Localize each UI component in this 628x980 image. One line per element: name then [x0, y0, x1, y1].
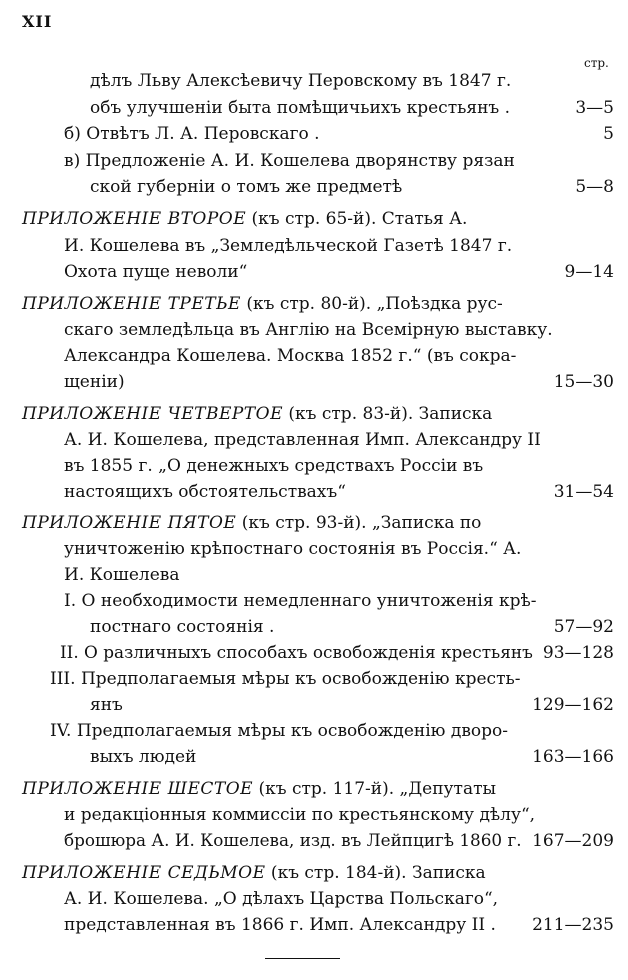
toc-line: IV. Предполагаемыя мѣры къ освобожденію дворо- — [50, 721, 508, 741]
appendix-heading: ПРИЛОЖЕНІЕ ЧЕТВЕРТОЕ — [22, 404, 283, 424]
toc-line: Александра Кошелева. Москва 1852 г.“ (въ сокра- — [64, 346, 517, 366]
toc-line: И. Кошелева въ „Земледѣльческой Газетѣ 1847 г. — [64, 236, 513, 256]
toc-line: ПРИЛОЖЕНІЕ ЧЕТВЕРТОЕ (къ стр. 83-й). Записка — [22, 404, 493, 424]
page-range: 167—209 — [532, 831, 614, 851]
page-range: 5—8 — [575, 177, 614, 197]
toc-line: I. О необходимости немедленнаго уничтоженія крѣ- — [64, 591, 537, 611]
toc-line: ПРИЛОЖЕНІЕ ШЕСТОЕ (къ стр. 117-й). „Депутаты — [22, 779, 497, 799]
toc-line: в) Предложеніе А. И. Кошелева дворянству рязан — [64, 151, 515, 171]
toc-line: представленная въ 1866 г. Имп. Александру II . 211—235 — [64, 915, 614, 935]
toc-line: А. И. Кошелева. „О дѣлахъ Царства Польскаго“, — [64, 889, 499, 909]
page-range: 31—54 — [553, 482, 614, 502]
toc-line: въ 1855 г. „О денежныхъ средствахъ Россіи въ — [64, 456, 484, 476]
page-range: 211—235 — [532, 915, 614, 935]
page-range: 163—166 — [532, 747, 614, 767]
appendix-heading: ПРИЛОЖЕНІЕ ТРЕТЬЕ — [22, 294, 241, 314]
toc-line: Охота пуще неволи“ 9—14 — [64, 262, 614, 282]
toc-line: янъ 129—162 — [90, 695, 614, 715]
toc-line: выхъ людей 163—166 — [90, 747, 614, 767]
page-range: 9—14 — [564, 262, 614, 282]
toc-line: ПРИЛОЖЕНІЕ ТРЕТЬЕ (къ стр. 80-й). „Поѣздка рус- — [22, 294, 503, 314]
toc-line: и редакціонныя коммиссіи по крестьянскому дѣлу“, — [64, 805, 536, 825]
toc-line: настоящихъ обстоятельствахъ“ 31—54 — [64, 482, 614, 502]
toc-line: II. О различныхъ способахъ освобожденія крестьянъ 93—128 — [60, 643, 614, 663]
appendix-heading: ПРИЛОЖЕНІЕ ВТОРОЕ — [22, 209, 247, 229]
page-range: 129—162 — [532, 695, 614, 715]
toc-line: постнаго состоянія . 57—92 — [90, 617, 614, 637]
toc-line: III. Предполагаемыя мѣры къ освобожденію кресть- — [50, 669, 521, 689]
toc-line: ПРИЛОЖЕНІЕ ПЯТОЕ (къ стр. 93-й). „Записка по — [22, 513, 482, 533]
toc-line: дѣлъ Льву Алексѣевичу Перовскому въ 1847 г. — [90, 71, 512, 91]
page-range: 15—30 — [553, 372, 614, 392]
closing-rule — [265, 958, 340, 959]
toc-line: брошюра А. И. Кошелева, изд. въ Лейпцигѣ 1860 г. 167—209 — [64, 831, 614, 851]
page-number: XII — [22, 12, 53, 31]
toc-line: И. Кошелева — [64, 565, 180, 585]
page-range: 93—128 — [542, 643, 614, 663]
toc-line: б) Отвѣтъ Л. А. Перовскаго . 5 — [64, 124, 614, 144]
toc-line: щеніи) 15—30 — [64, 372, 614, 392]
toc-line: объ улучшеніи быта помѣщичьихъ крестьянъ . 3—5 — [90, 98, 614, 118]
page-range: 3—5 — [575, 98, 614, 118]
appendix-heading: ПРИЛОЖЕНІЕ ПЯТОЕ — [22, 513, 237, 533]
toc-line: скаго земледѣльца въ Англію на Всемірную выставку. — [64, 320, 553, 340]
appendix-heading: ПРИЛОЖЕНІЕ СЕДЬМОЕ — [22, 863, 266, 883]
page-range: 5 — [603, 124, 614, 144]
page-range: 57—92 — [553, 617, 614, 637]
appendix-heading: ПРИЛОЖЕНІЕ ШЕСТОЕ — [22, 779, 254, 799]
toc-line: ПРИЛОЖЕНІЕ СЕДЬМОЕ (къ стр. 184-й). Записка — [22, 863, 486, 883]
toc-line: А. И. Кошелева, представленная Имп. Александру II — [64, 430, 541, 450]
toc-line: ПРИЛОЖЕНІЕ ВТОРОЕ (къ стр. 65-й). Статья А. — [22, 209, 468, 229]
page-column-label: стр. — [584, 56, 609, 70]
toc-line: уничтоженію крѣпостнаго состоянія въ Россія.“ А. — [64, 539, 522, 559]
toc-line: ской губерніи о томъ же предметѣ 5—8 — [90, 177, 614, 197]
